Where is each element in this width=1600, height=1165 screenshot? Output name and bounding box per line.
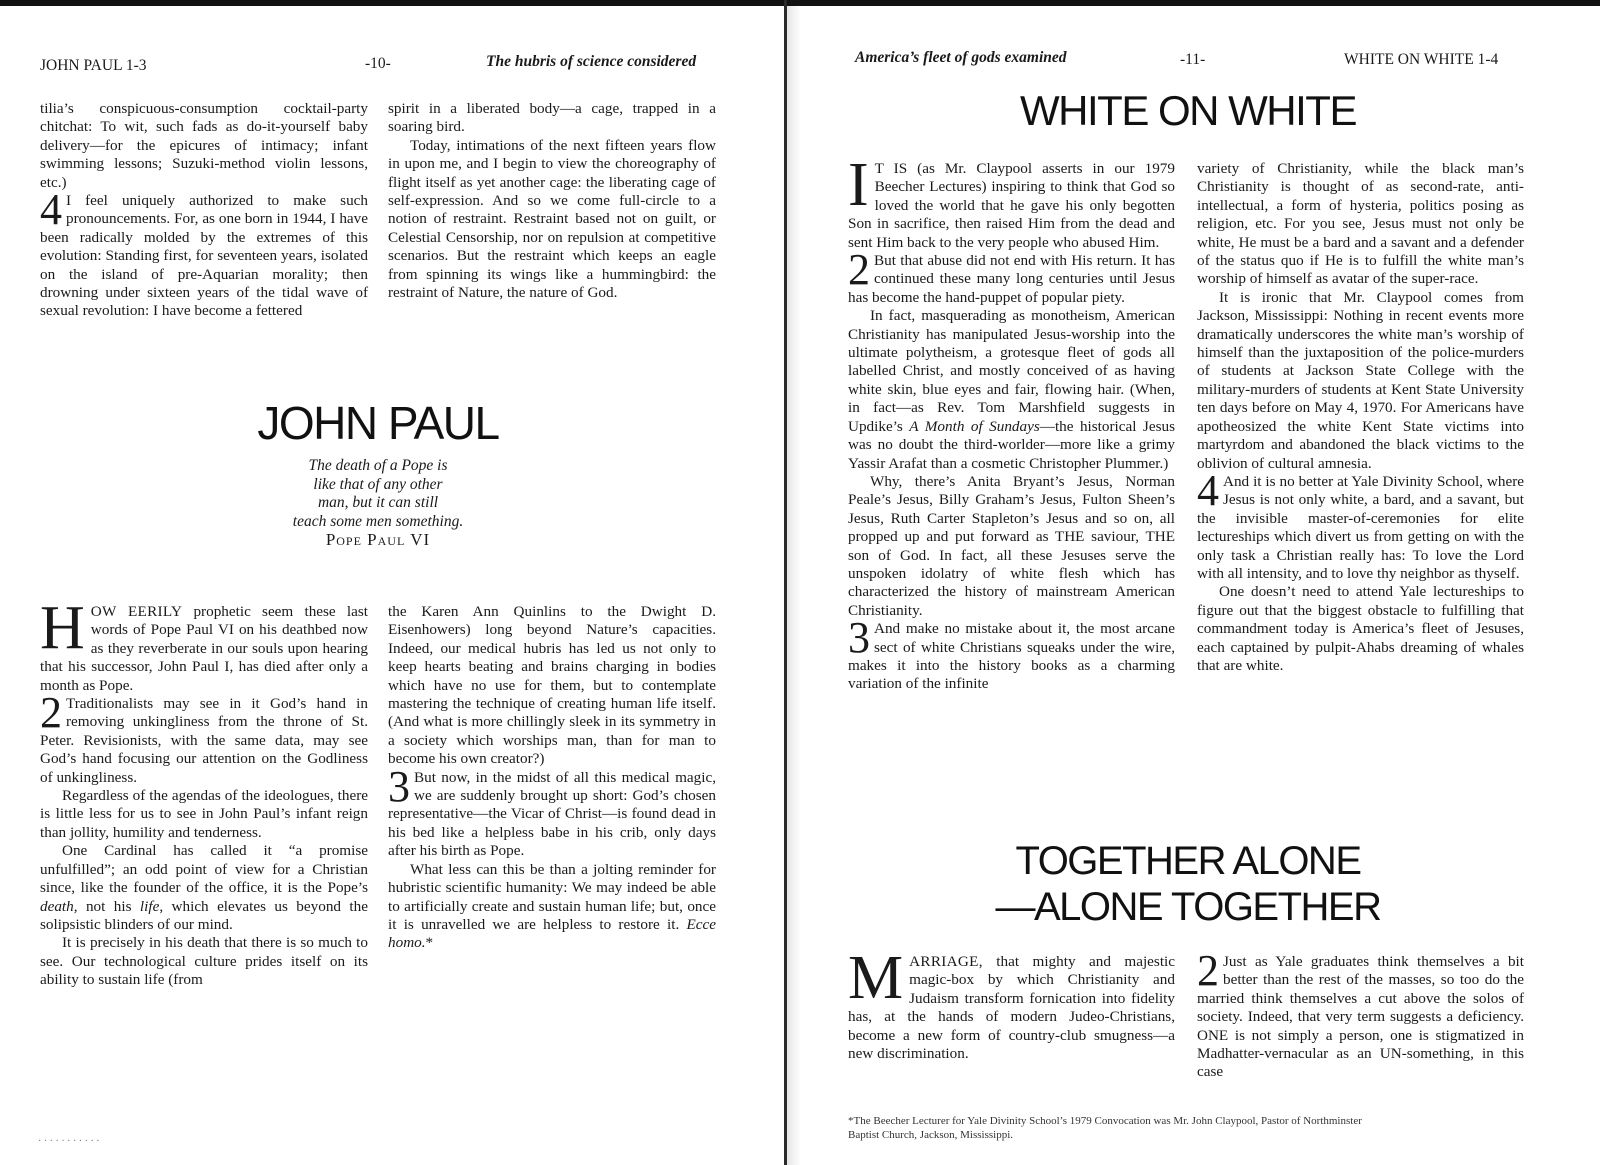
paragraph-text: that mighty and majestic magic-box by which Christianity and Judaism transform fornication into fidelity has, at the hands of modern Judeo-Christians, become a new form of country-club smugness—a new discrimination.	[848, 953, 1175, 1063]
paragraph	[848, 307, 1175, 473]
title-line: —ALONE TOGETHER	[995, 885, 1381, 929]
emphasis: A Month of Sundays	[909, 417, 1040, 435]
epigraph-line: The death of a Pope is	[308, 457, 448, 474]
footnote-line: *The Beecher Lecturer for Yale Divinity School’s 1979 Convocation was Mr. John Claypool, Pastor of Northminster	[848, 1115, 1362, 1127]
john-paul-column-2	[388, 603, 716, 953]
paragraph-text: And make no mistake about it, the most arcane sect of white Christians squeaks under the wire, makes it into the history books as a charming variation of the infinite	[848, 620, 1175, 693]
paragraph	[40, 594, 368, 695]
right-page-number: -11-	[1180, 51, 1206, 68]
left-section-header: JOHN PAUL 1-3	[40, 57, 147, 74]
paragraph: Today, intimations of the next fifteen years flow in upon me, and I begin to view the choreography of flight itself as yet another cage: the liberating cage of self-expression. And so we come full-circle to a notion of restraint. Restraint based not on guilt, or Celestial Censorship, nor on repulsion at competitive scenarios. But the restraint which keeps an eagle from spinning its wings like a hummingbird: the restraint of Nature, the nature of God.	[388, 136, 716, 302]
left-running-title: The hubris of science considered	[486, 53, 697, 70]
paragraph: Why, there’s Anita Bryant’s Jesus, Norman Peale’s Jesus, Billy Graham’s Jesus, Fulton Sheen’s Jesus, Ruth Carter Stapleton’s Jesus and so on, all propped up and put forward as THE saviour, THE son of God. In fact, all these Jesuses serve the unspoken idolatry of white flesh which has characterized the history of mainstream American Christianity.	[848, 472, 1175, 619]
paragraph	[388, 861, 716, 953]
paragraph: It is ironic that Mr. Claypool comes from Jackson, Mississippi: Nothing in recent events more dramatically underscores the white man’s worship of himself than the juxtaposition of the police-murders of students at Jackson State College with the military-murders of students at Kent State University ten days before on May 4, 1970. For Americans have apotheosized the white Kent State victims into martyrdom and abandoned the black victims to the oblivion of cultural amnesia.	[1197, 288, 1524, 472]
footnote-line: Baptist Church, Jackson, Mississippi.	[848, 1129, 1014, 1141]
article-title: JOHN PAUL	[257, 397, 499, 449]
section-number: 2	[848, 245, 870, 295]
paragraph-text: Just as Yale graduates think themselves a bit better than the rest of the masses, so too do the married think themselves a cut above the solos of society. Indeed, that very term suggests a deficiency. ONE is not simply a person, one is stigmatized in Madhatter-vernacular as an UN-something, in this case	[1197, 953, 1524, 1081]
article-title	[848, 838, 1528, 930]
white-on-white-column-2	[1197, 160, 1524, 675]
right-running-title: America’s fleet of gods examined	[855, 49, 1067, 66]
paragraph	[848, 245, 1175, 307]
left-top-column-2	[388, 100, 716, 302]
text-run: —the historical Jesus was no doubt the third-worlder—more like a grimy Yassir Arafat than a cosmetic Christopher Plummer.)	[848, 417, 1176, 472]
paragraph	[848, 944, 1175, 1063]
paragraph	[40, 842, 368, 934]
paragraph: Regardless of the agendas of the ideologues, there is little less for us to see in John Paul’s infant reign than jollity, humility and tenderness.	[40, 787, 368, 841]
paragraph	[40, 185, 368, 321]
paragraph	[848, 613, 1175, 694]
paragraph: the Karen Ann Quinlins to the Dwight D. Eisenhowers) long beyond Nature’s capacities. Indeed, our medical hubris has led us not only to keep hearts beating and brains charging in bodies which have no use for them, but to contemplate mastering the technique of creating human life itself. (And what is more chillingly sleek in its symmetry in a society which worships man, than for man to become his own creator?)	[388, 603, 716, 768]
text-run: What less can this be than a jolting reminder for hubristic scientific humanity: We may indeed be able to artificially create and sustain human life; but, once it is unravelled we are helpless to restore it.	[388, 860, 716, 933]
emphasis: life	[139, 897, 160, 915]
scan-smudge: · · · · · · · · · · ·	[38, 1136, 100, 1147]
text-run: , which elevates us beyond the solipsistic blinders of our mind.	[40, 897, 368, 933]
left-page-number: -10-	[365, 55, 391, 72]
paragraph-text: And it is no better at Yale Divinity School, where Jesus is not only white, a bard, and a savant, but the invisible master-of-ceremonies for elite lectureships which divert us from getting on with the only task a Christian really has: To love the Lord with all intensity, and to love thy neighbor as thyself.	[1197, 472, 1524, 582]
paragraph: variety of Christianity, while the black man’s Christianity is thought of as second-rate, anti-intellectual, a form of hysteria, politics posing as religion, etc. For you see, Jesus must not only be white, He must be a bard and a savant and a defender of the status quo if He is to fulfill the white man’s worship of himself as avatar of the super-race.	[1197, 160, 1524, 288]
epigraph-line: like that of any other	[313, 475, 443, 493]
title-line: TOGETHER ALONE	[1015, 839, 1361, 883]
paragraph: One doesn’t need to attend Yale lectureships to figure out that the biggest obstacle to fulfilling that commandment today is America’s fleet of Jesuses, each captained by pulpit-Ahabs dreaming of whales that are white.	[1197, 583, 1524, 674]
drop-cap: H	[40, 594, 85, 662]
paragraph-text: But now, in the midst of all this medical magic, we are suddenly brought up short: God’s chosen representative—the Vicar of Christ—is found dead in his bed like a helpless babe in his crib, only days after his birth as Pope.	[388, 768, 716, 860]
epigraph-line: teach some men something.	[292, 512, 464, 530]
paragraph-text: T IS (as Mr. Claypool asserts in our 1979 Beecher Lectures) inspiring to think that God so loved the world that he gave his only begotten Son in sacrifice, then raised Him from the dead and sent Him back to the very people who abused Him.	[848, 160, 1175, 251]
paragraph: spirit in a liberated body—a cage, trapped in a soaring bird.	[388, 100, 716, 136]
lead-in-caps: ARRIAGE,	[909, 953, 983, 970]
paragraph-text: Traditionalists may see in it God’s hand in removing unkingliness from the throne of St. Peter. Revisionists, with the same data, may see God’s hand focusing our attention on the Godliness of unkingliness.	[40, 695, 368, 786]
epigraph-line: man, but it can still	[317, 494, 439, 511]
paragraph: tilia’s conspicuous-consumption cocktail-party chitchat: To wit, such fads as do-it-yourself baby delivery—for the epicures of intimacy; infant swimming lessons; Suzuki-method violin lessons, etc.)	[40, 100, 368, 191]
paragraph	[388, 761, 716, 861]
text-run: In fact, masquerading as monotheism, American Christianity has manipulated Jesus-worship into the ultimate polytheism, a grotesque fleet of gods all labelled Christ, and mostly conceived of as having white skin, blue eyes and fair, flowing hair. (When, in fact—as Rev. Tom Marshfield suggests in Updike’s	[848, 307, 1175, 435]
paragraph	[848, 151, 1175, 252]
emphasis: death	[40, 897, 74, 915]
drop-cap: M	[848, 944, 904, 1012]
white-on-white-column-1	[848, 151, 1176, 694]
paragraph-text: I feel uniquely authorized to make such pronouncements. For, as one born in 1944, I have been radically molded by the extremes of this evolution: Standing first, for seventeen years, isolated on the island of pre-Aquarian morality; then drowning under sixteen years of the tidal wave of sexual revolution: I have become a fettered	[40, 192, 368, 320]
section-number: 2	[1197, 946, 1219, 995]
footnote-marker: *	[425, 934, 434, 952]
paragraph	[1197, 946, 1524, 1082]
section-number: 4	[40, 185, 62, 235]
article-title: WHITE ON WHITE	[1020, 87, 1356, 134]
lead-in-caps: OW EERILY	[90, 603, 183, 620]
together-alone-column-2	[1197, 946, 1524, 1082]
gutter-shadow	[787, 0, 801, 1165]
epigraph-attribution: Pope Paul VI	[325, 530, 431, 549]
section-number: 4	[1197, 465, 1219, 515]
paragraph-text: prophetic seem these last words of Pope Paul VI on his deathbed now as they reverberate in our souls upon hearing that his successor, John Paul I, has died after only a month as Pope.	[40, 603, 368, 694]
text-run: , not his	[73, 897, 140, 915]
paragraph	[40, 688, 368, 787]
section-number: 3	[388, 761, 410, 811]
drop-cap: I	[848, 151, 869, 219]
text-run: One Cardinal has called it “a promise unfulfilled”; an odd point of view for a Christian since, like the founder of the office, it is the Pope’s	[40, 842, 368, 897]
footnote	[848, 1114, 1538, 1142]
together-alone-column-1	[848, 944, 1175, 1063]
section-number: 2	[40, 688, 62, 738]
epigraph	[228, 457, 528, 531]
paragraph: It is precisely in his death that there is so much to see. Our technological culture prides itself on its ability to sustain life (from	[40, 934, 368, 989]
right-section-header: WHITE ON WHITE 1-4	[1344, 51, 1499, 68]
emphasis: Ecce homo.	[388, 915, 716, 952]
paragraph	[1197, 465, 1524, 583]
john-paul-column-1	[40, 594, 368, 990]
left-top-column-1	[40, 100, 368, 321]
section-number: 3	[848, 613, 870, 663]
paragraph-text: But that abuse did not end with His return. It has continued these many long centuries until Jesus has become the hand-puppet of popular piety.	[848, 252, 1175, 306]
